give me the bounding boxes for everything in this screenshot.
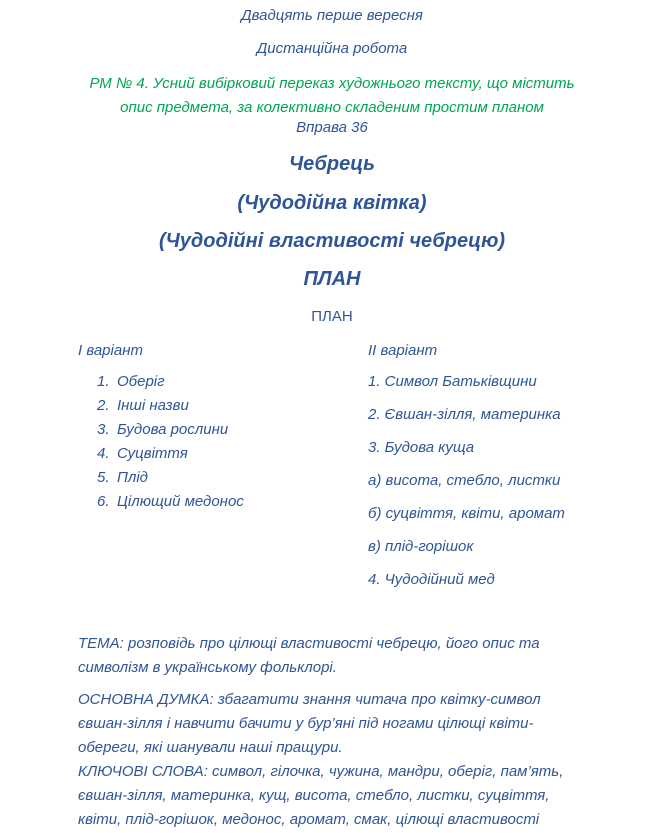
- list-item: 2. Євшан-зілля, материнка: [368, 406, 561, 423]
- list-item: 1. Оберіг: [97, 373, 165, 390]
- main-idea-paragraph: ОСНОВНА ДУМКА: збагатити знання читача про квітку-символ євшан-зілля і навчити бачити у бур’яні під ногами цілющі квіти- обереги, які шанували наші пращури.: [78, 691, 541, 756]
- mode-line: Дистанційна робота: [256, 40, 408, 57]
- list-item: 3. Будова куща: [368, 439, 475, 456]
- main-title: Чебрець: [288, 153, 376, 175]
- list-item: 2. Інші назви: [97, 397, 189, 414]
- list-item: 4. Чудодійний мед: [368, 571, 495, 588]
- plan-subheading: ПЛАН: [311, 308, 353, 325]
- plan-heading: ПЛАН: [303, 268, 361, 290]
- lesson-title: [0, 72, 664, 120]
- lesson-title-line2: опис предмета, за колективно складеним простим планом: [120, 99, 544, 116]
- list-item: б) суцвіття, квіти, аромат: [368, 505, 565, 522]
- list-item: 3. Будова рослини: [97, 421, 229, 438]
- theme-paragraph: ТЕМА: розповідь про цілющі властивості чебрецю, його опис та символізм в українському фольклорі.: [78, 635, 540, 676]
- lesson-title-line1: РМ № 4. Усний вибірковий переказ художнього тексту, що містить: [89, 75, 575, 92]
- subtitle-1: (Чудодійна квітка): [237, 192, 427, 214]
- subtitle-2: (Чудодійні властивості чебрецю): [158, 230, 506, 252]
- variant2-list: [368, 372, 565, 603]
- keywords-paragraph: КЛЮЧОВІ СЛОВА: символ, гілочка, чужина, мандри, оберіг, пам’ять, євшан-зілля, материнка, кущ, висота, стебло, листки, суцвіття, квіти, плід-горішок, медонос, аромат, смак, цілющі властивості: [78, 763, 564, 828]
- list-item: 4. Суцвіття: [97, 445, 188, 462]
- exercise-number: Вправа 36: [296, 119, 368, 136]
- list-item: в) плід-горішок: [368, 538, 474, 555]
- list-item: а) висота, стебло, листки: [368, 472, 561, 489]
- list-item: 6. Цілющий медонос: [97, 493, 244, 510]
- list-item: 1. Символ Батьківщини: [368, 373, 537, 390]
- variant1-heading: І варіант: [78, 342, 143, 359]
- variant2-heading: ІІ варіант: [368, 342, 438, 359]
- date-line: Двадцять перше вересня: [241, 7, 423, 24]
- list-item: 5. Плід: [97, 469, 148, 486]
- variant1-list: [97, 372, 244, 516]
